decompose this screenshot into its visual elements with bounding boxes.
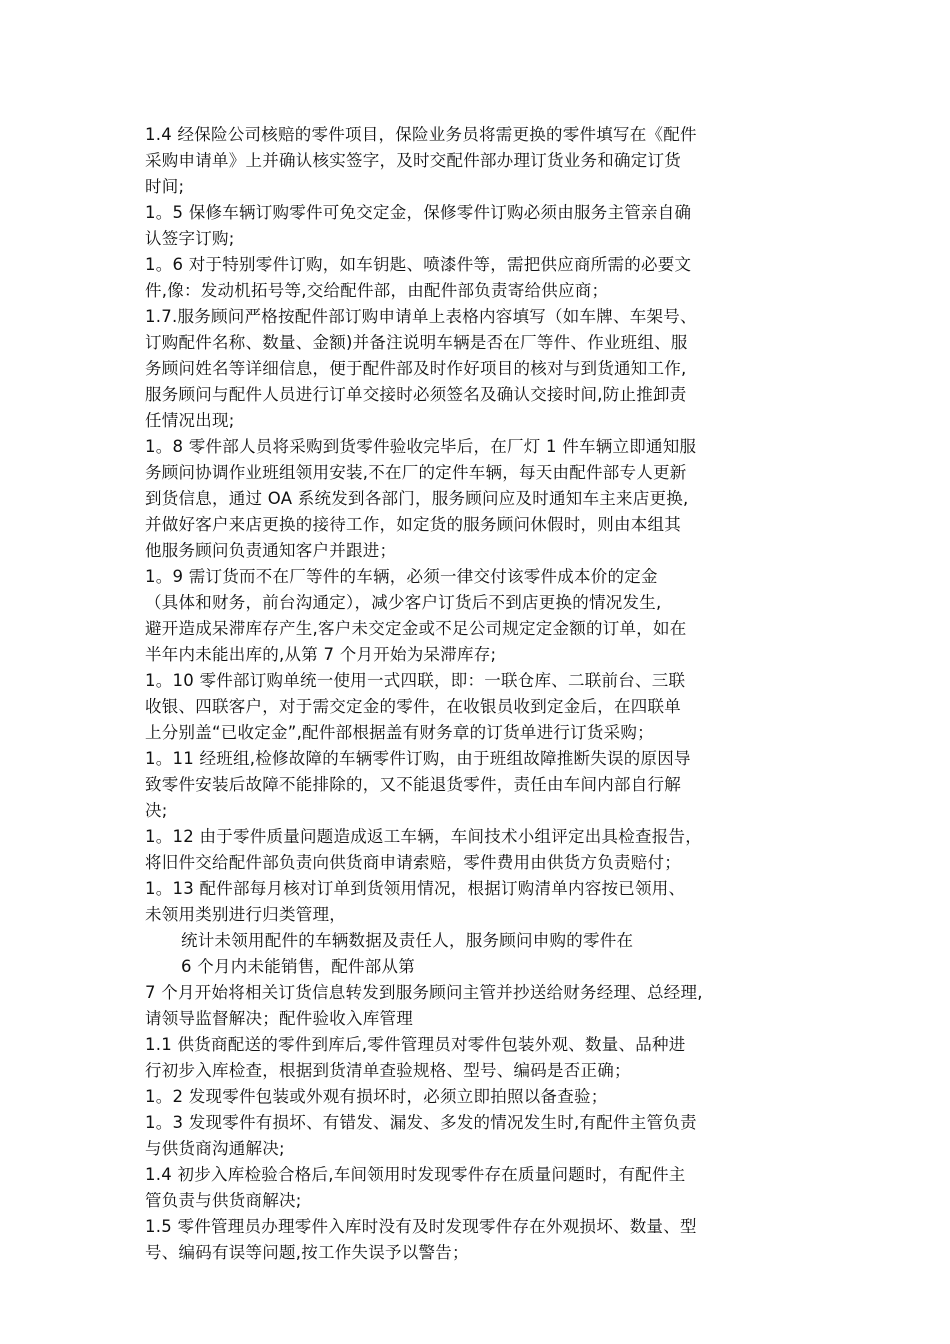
- paragraph: [145, 928, 817, 980]
- text-line: 1。12 由于零件质量问题造成返工车辆，车间技术小组评定出具检查报告，: [145, 827, 702, 846]
- paragraph: [145, 564, 817, 668]
- text-line: 1。9 需订货而不在厂等件的车辆，必须一律交付该零件成本价的定金: [145, 567, 658, 586]
- paragraph: [145, 1214, 817, 1266]
- text-line: 1。8 零件部人员将采购到货零件验收完毕后，在厂灯 1 件车辆立即通知服: [145, 437, 697, 456]
- text-line: 将旧件交给配件部负责向供货商申请索赔，零件费用由供货方负责赔付；: [145, 853, 681, 872]
- text-line: 任情况出现;: [145, 411, 235, 430]
- text-line: 1。3 发现零件有损坏、有错发、漏发、多发的情况发生时,有配件主管负责: [145, 1113, 697, 1132]
- text-line: 1.5 零件管理员办理零件入库时没有及时发现零件存在外观损坏、数量、型: [145, 1217, 697, 1236]
- paragraph: [145, 304, 817, 434]
- text-line: 1。13 配件部每月核对订单到货领用情况，根据订购清单内容按已领用、: [145, 879, 686, 898]
- text-line: 1.4 经保险公司核赔的零件项目，保险业务员将需更换的零件填写在《配件: [145, 125, 697, 144]
- text-line: 1.4 初步入库检验合格后,车间领用时发现零件存在质量问题时，有配件主: [145, 1165, 686, 1184]
- text-line: 务顾问姓名等详细信息，便于配件部及时作好项目的核对与到货通知工作,: [145, 359, 687, 378]
- paragraph: [145, 1110, 817, 1162]
- text-line: 时间;: [145, 177, 185, 196]
- text-line: 1.7.服务顾问严格按配件部订购申请单上表格内容填写（如车牌、车架号、: [145, 307, 697, 326]
- text-line: 半年内未能出库的,从第 7 个月开始为呆滞库存;: [145, 645, 497, 664]
- text-line: 采购申请单》上并确认核实签字，及时交配件部办理订货业务和确定订货: [145, 151, 681, 170]
- paragraph: [145, 122, 817, 200]
- text-line: 决;: [145, 801, 168, 820]
- text-line: 收银、四联客户，对于需交定金的零件，在收银员收到定金后，在四联单: [145, 697, 681, 716]
- text-line: 号、编码有误等问题,按工作失误予以警告；: [145, 1243, 469, 1262]
- text-line: 1。10 零件部订购单统一使用一式四联，即：一联仓库、二联前台、三联: [145, 671, 686, 690]
- paragraph: [145, 252, 817, 304]
- text-line: 件,像：发动机拓号等,交给配件部，由配件部负责寄给供应商；: [145, 281, 609, 300]
- text-line: 致零件安装后故障不能排除的，又不能退货零件，责任由车间内部自行解: [145, 775, 681, 794]
- text-line: 认签字订购;: [145, 229, 235, 248]
- paragraph: [145, 668, 817, 746]
- paragraph: [145, 1162, 817, 1214]
- text-line: 7 个月开始将相关订货信息转发到服务顾问主管并抄送给财务经理、总经理,: [145, 983, 703, 1002]
- text-line: 未领用类别进行归类管理，: [145, 905, 346, 924]
- text-line: 避开造成呆滞库存产生,客户未交定金或不足公司规定定金额的订单，如在: [145, 619, 687, 638]
- paragraph: [145, 1032, 817, 1084]
- text-line: 1。11 经班组,检修故障的车辆零件订购，由于班组故障推断失误的原因导: [145, 749, 691, 768]
- text-line: 1。5 保修车辆订购零件可免交定金，保修零件订购必须由服务主管亲自确: [145, 203, 692, 222]
- text-line: 订购配件名称、数量、金额)并备注说明车辆是否在厂等件、作业班组、服: [145, 333, 688, 352]
- paragraph: [145, 980, 817, 1032]
- text-line: 6 个月内未能销售，配件部从第: [181, 957, 415, 976]
- text-line: 并做好客户来店更换的接待工作，如定货的服务顾问休假时，则由本组其: [145, 515, 681, 534]
- document-body: [145, 122, 817, 1266]
- text-line: 他服务顾问负责通知客户并跟进；: [145, 541, 397, 560]
- text-line: 统计未领用配件的车辆数据及责任人，服务顾问申购的零件在: [181, 931, 634, 950]
- text-line: 务顾问协调作业班组领用安装,不在厂的定件车辆，每天由配件部专人更新: [145, 463, 687, 482]
- paragraph: [145, 200, 817, 252]
- text-line: 与供货商沟通解决;: [145, 1139, 285, 1158]
- text-line: 请领导监督解决；配件验收入库管理: [145, 1009, 413, 1028]
- text-line: 1。2 发现零件包装或外观有损坏时，必须立即拍照以备查验；: [145, 1087, 608, 1106]
- text-line: 上分别盖“已收定金”,配件部根据盖有财务章的订货单进行订货采购；: [145, 723, 654, 742]
- text-line: 行初步入库检查，根据到货清单查验规格、型号、编码是否正确；: [145, 1061, 631, 1080]
- text-line: 1。6 对于特别零件订购，如车钥匙、喷漆件等，需把供应商所需的必要文: [145, 255, 692, 274]
- paragraph: [145, 876, 817, 928]
- text-line: 到货信息，通过 OA 系统发到各部门，服务顾问应及时通知车主来店更换,: [145, 489, 689, 508]
- text-line: 管负责与供货商解决;: [145, 1191, 302, 1210]
- text-line: （具体和财务，前台沟通定），减少客户订货后不到店更换的情况发生,: [145, 593, 662, 612]
- text-line: 服务顾问与配件人员进行订单交接时必须签名及确认交接时间,防止推卸责: [145, 385, 687, 404]
- paragraph: [145, 824, 817, 876]
- text-line: 1.1 供货商配送的零件到库后,零件管理员对零件包装外观、数量、品种进: [145, 1035, 686, 1054]
- paragraph: [145, 746, 817, 824]
- paragraph: [145, 434, 817, 564]
- paragraph: [145, 1084, 817, 1110]
